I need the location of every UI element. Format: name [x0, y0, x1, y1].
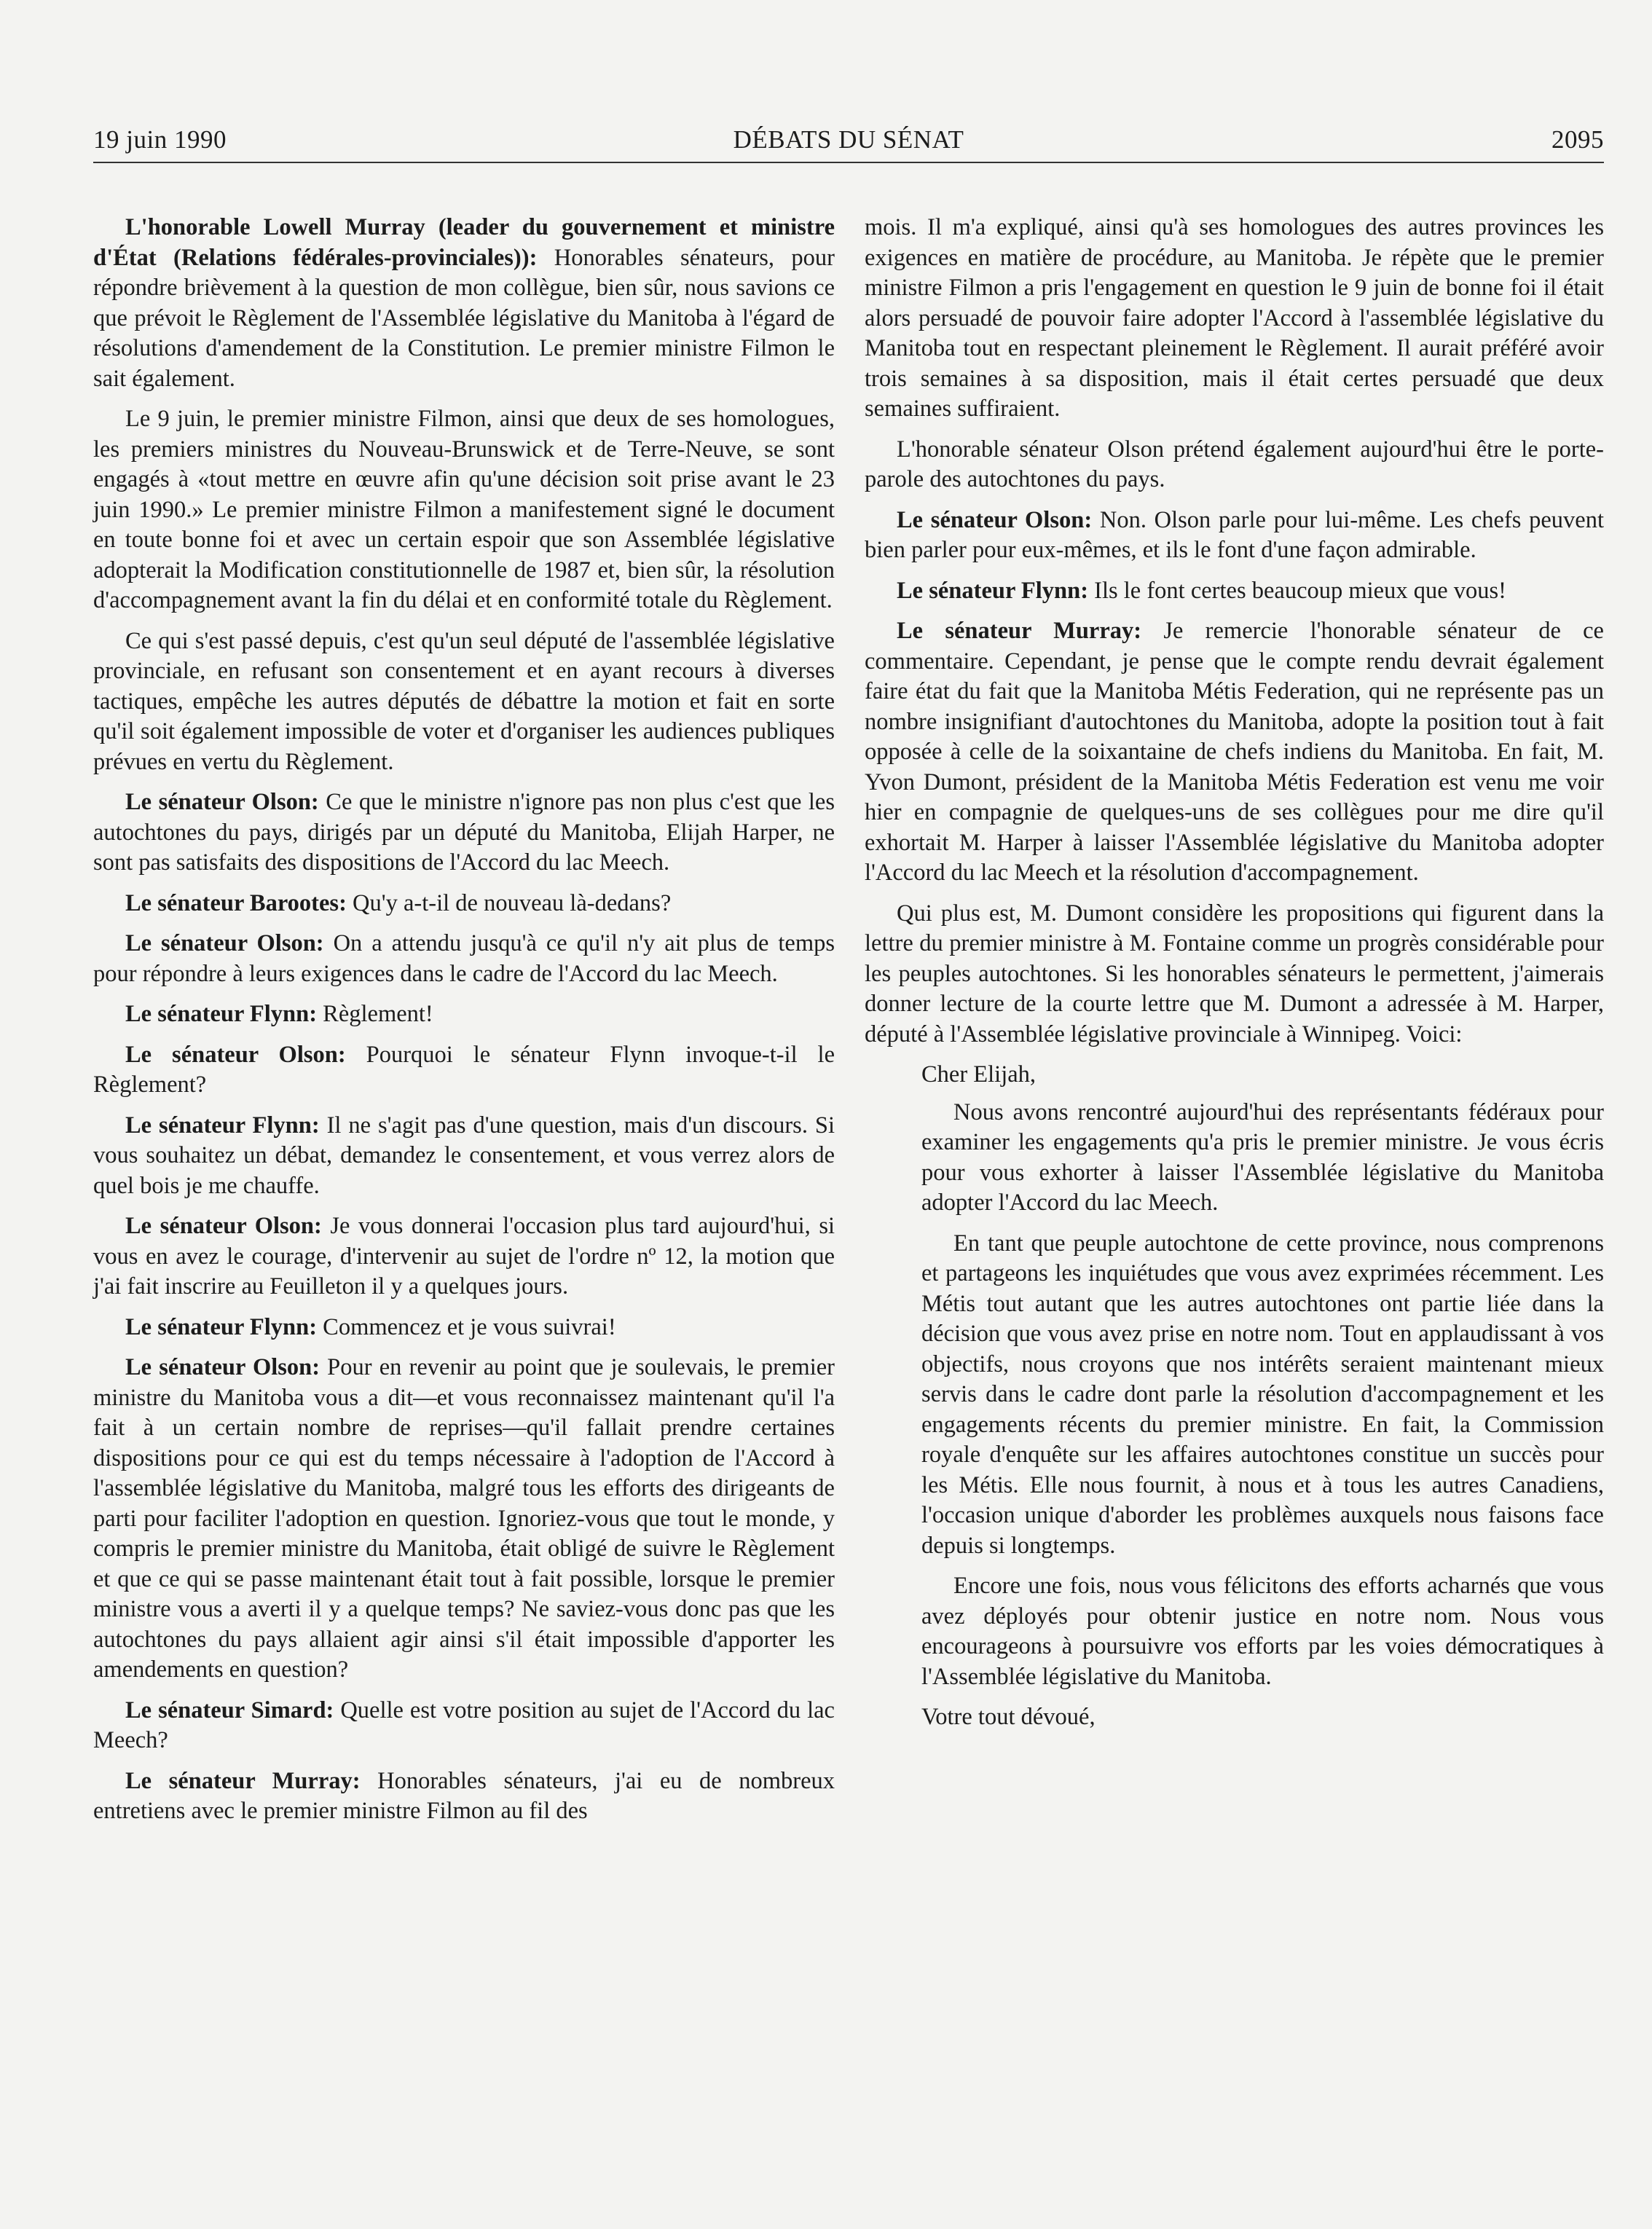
paragraph: [865, 506, 1604, 566]
speech-text: Pour en revenir au point que je soulevais, le premier ministre du Manitoba vous a dit—et vous reconnaissez maintenant qu'il l'a fait à un certain nombre de reprises—qu'il fallait prendre certaines dispositions pour ce qui est du temps nécessaire à l'adoption de l'Accord à l'assemblée législative du Manitoba, malgré tous les efforts des dirigeants de parti pour faciliter l'adoption en question. Ignoriez-vous que tout le monde, y compris le premier ministre du Manitoba, était obligé de suivre le Règlement et que ce qui se passe maintenant était tout à fait possible, lorsque le premier ministre vous a averti il y a quelque temps? Ne saviez-vous donc pas que les autochtones du pays allaient agir ainsi s'il était impossible d'apporter les amendements en question?: [93, 1354, 835, 1683]
paragraph: [865, 899, 1604, 1050]
paragraph: [93, 1313, 835, 1343]
right-column: [865, 213, 1604, 1740]
paragraph: [865, 576, 1604, 607]
paragraph: [865, 213, 1604, 425]
paragraph: [93, 787, 835, 878]
letter-salutation: Cher Elijah,: [921, 1061, 1037, 1088]
paragraph: [93, 1353, 835, 1686]
speaker-name: Le sénateur Barootes:: [125, 889, 347, 916]
header-date: 19 juin 1990: [93, 125, 227, 154]
paragraph: [93, 626, 835, 778]
speech-text: Je vous donnerai l'occasion plus tard aujourd'hui, si vous en avez le courage, d'intervenir au sujet de l'ordre nº 12, la motion que j'ai fait inscrire au Feuilleton il y a quelques jours.: [93, 1213, 835, 1300]
speech-text: Il ne s'agit pas d'une question, mais d'un discours. Si vous souhaitez un débat, demandez le consentement, et vous verrez alors de quel bois je me chauffe.: [93, 1112, 835, 1199]
speech-text: Commencez et je vous suivrai!: [317, 1313, 616, 1340]
speaker-name: Le sénateur Simard:: [125, 1697, 334, 1723]
paragraph: [93, 1040, 835, 1101]
speech-text: Honorables sénateurs, pour répondre brièvement à la question de mon collègue, bien sûr, nous savions ce que prévoit le Règlement de l'Assemblée législative du Manitoba à l'égard de résolutions d'amendement de la Constitution. Le premier ministre Filmon le sait également.: [93, 244, 835, 392]
speaker-name: Le sénateur Flynn:: [897, 577, 1089, 604]
speech-text: Le 9 juin, le premier ministre Filmon, ainsi que deux de ses homologues, les premiers ministres du Nouveau-Brunswick et de Terre-Neuve, se sont engagés à «tout mettre en œuvre afin qu'une décision soit prise avant le 23 juin 1990.» Le premier ministre Filmon a manifestement signé le document en toute bonne foi et avec un certain espoir que son Assemblée législative adopterait la Modification constitutionnelle de 1987 et, bien sûr, la résolution d'accompagnement avant la fin du délai et en conformité totale du Règlement.: [93, 406, 835, 613]
paragraph: [93, 1211, 835, 1302]
speaker-name: L'honorable Lowell Murray (leader du gouvernement et ministre d'État (Relations fédérales-provinciales)):: [93, 214, 835, 271]
paragraph: [93, 1766, 835, 1827]
speech-text: L'honorable sénateur Olson prétend également aujourd'hui être le porte-parole des autochtones du pays.: [865, 436, 1604, 492]
paragraph: [93, 929, 835, 989]
speech-text: Qui plus est, M. Dumont considère les propositions qui figurent dans la lettre du premier ministre à M. Fontaine comme un progrès considérable pour les peuples autochtones. Si les honorables sénateurs le permettent, j'aimerais donner lecture de la courte lettre que M. Dumont a adressée à M. Harper, député à l'Assemblée législative provinciale à Winnipeg. Voici:: [865, 900, 1604, 1047]
paragraph: [865, 616, 1604, 889]
speech-text: Règlement!: [317, 1001, 433, 1027]
speaker-name: Le sénateur Flynn:: [125, 1001, 318, 1027]
speaker-name: Le sénateur Murray:: [897, 618, 1142, 644]
speaker-name: Le sénateur Olson:: [125, 930, 324, 956]
speaker-name: Le sénateur Flynn:: [125, 1313, 318, 1340]
speech-text: Pourquoi le sénateur Flynn invoque-t-il le Règlement?: [93, 1041, 835, 1098]
speech-text: Non. Olson parle pour lui-même. Les chefs peuvent bien parler pour eux-mêmes, et ils le font d'une façon admirable.: [865, 506, 1605, 563]
header-title: DÉBATS DU SÉNAT: [733, 125, 964, 154]
speech-text: Honorables sénateurs, j'ai eu de nombreux entretiens avec le premier ministre Filmon au fil des: [93, 1767, 835, 1824]
speaker-name: Le sénateur Olson:: [125, 1354, 320, 1380]
speech-text: Je remercie l'honorable sénateur de ce commentaire. Cependant, je pense que le compte rendu devrait également faire état du fait que la Manitoba Métis Federation, qui ne représente pas un nombre insignifiant d'autochtones du Manitoba, adopte la position tout à fait opposée à celle de la soixantaine de chefs indiens du Manitoba. En fait, M. Yvon Dumont, président de la Manitoba Métis Federation est venu me voir hier en compagnie de quelques-uns de ses collègues pour me dire qu'il exhortait M. Harper à laisser l'Assemblée législative du Manitoba adopter l'Accord du lac Meech et la résolution d'accompagnement.: [865, 618, 1604, 886]
letter-closing: Votre tout dévoué,: [921, 1704, 1096, 1730]
speech-text: Ce que le ministre n'ignore pas non plus c'est que les autochtones du pays, dirigés par un député du Manitoba, Elijah Harper, ne sont pas satisfaits des dispositions de l'Accord du lac Meech.: [93, 789, 835, 876]
speaker-name: Le sénateur Olson:: [125, 1213, 322, 1239]
speaker-name: Le sénateur Murray:: [125, 1767, 361, 1794]
speech-text: Ce qui s'est passé depuis, c'est qu'un seul député de l'assemblée législative provinciale, en refusant son consentement et en ayant recours à diverses tactiques, empêche les autres députés de débattre la motion et fait en sorte qu'il soit également impossible de voter et d'organiser les audiences publiques prévues en vertu du Règlement.: [93, 627, 835, 775]
speech-text: On a attendu jusqu'à ce qu'il n'y ait plus de temps pour répondre à leurs exigences dans le cadre de l'Accord du lac Meech.: [93, 930, 835, 987]
letter-paragraph: Nous avons rencontré aujourd'hui des représentants fédéraux pour examiner les engagements qu'a pris le premier ministre. Je vous écris pour vous exhorter à laisser l'Assemblée législative du Manitoba adopter l'Accord du lac Meech.: [921, 1098, 1604, 1216]
paragraph: [93, 1696, 835, 1756]
paragraph: [93, 999, 835, 1030]
paragraph: [93, 213, 835, 394]
speech-text: Qu'y a-t-il de nouveau là-dedans?: [346, 889, 672, 916]
speaker-name: Le sénateur Olson:: [897, 506, 1093, 533]
letter-paragraph: Encore une fois, nous vous félicitons des efforts acharnés que vous avez déployés pour obtenir justice en notre nom. Nous vous encourageons à poursuivre vos efforts par les voies démocratiques à l'Assemblée législative du Manitoba.: [921, 1573, 1604, 1690]
speech-text: mois. Il m'a expliqué, ainsi qu'à ses homologues des autres provinces les exigences en matière de procédure, au Manitoba. Je répète que le premier ministre Filmon a pris l'engagement en question le 9 juin de bonne foi il était alors persuadé de pouvoir faire adopter l'Accord à l'assemblée législative du Manitoba tout en respectant pleinement le Règlement. Il aurait préféré avoir trois semaines à sa disposition, mais il était certes persuadé que deux semaines suffiraient.: [865, 214, 1604, 422]
page-header: [93, 125, 1604, 163]
paragraph: [93, 1111, 835, 1202]
speech-text: Quelle est votre position au sujet de l'Accord du lac Meech?: [93, 1697, 835, 1753]
paragraph: [93, 889, 835, 919]
page-number: 2095: [1551, 125, 1604, 154]
letter-paragraph: En tant que peuple autochtone de cette province, nous comprenons et partageons les inquiétudes que vous avez exprimées récemment. Les Métis tout autant que les autres autochtones ont partie liée dans la décision que vous avez prise en notre nom. Tout en applaudissant à vos objectifs, nous croyons que nos intérêts seraient maintenant mieux servis dans le cadre dont parle la résolution d'accompagnement et les engagements récents du premier ministre. En fait, la Commission royale d'enquête sur les affaires autochtones constitue un succès pour les Métis. Elle nous fournit, à nous et à tous les autres Canadiens, l'occasion unique d'aborder les problèmes auxquels nous faisons face depuis si longtemps.: [921, 1230, 1604, 1559]
speaker-name: Le sénateur Olson:: [125, 1041, 346, 1068]
speaker-name: Le sénateur Olson:: [125, 789, 319, 815]
paragraph: [865, 435, 1604, 495]
left-column: [93, 213, 835, 1837]
paragraph: [93, 404, 835, 616]
speaker-name: Le sénateur Flynn:: [125, 1112, 320, 1139]
speech-text: Ils le font certes beaucoup mieux que vous!: [1088, 577, 1507, 604]
